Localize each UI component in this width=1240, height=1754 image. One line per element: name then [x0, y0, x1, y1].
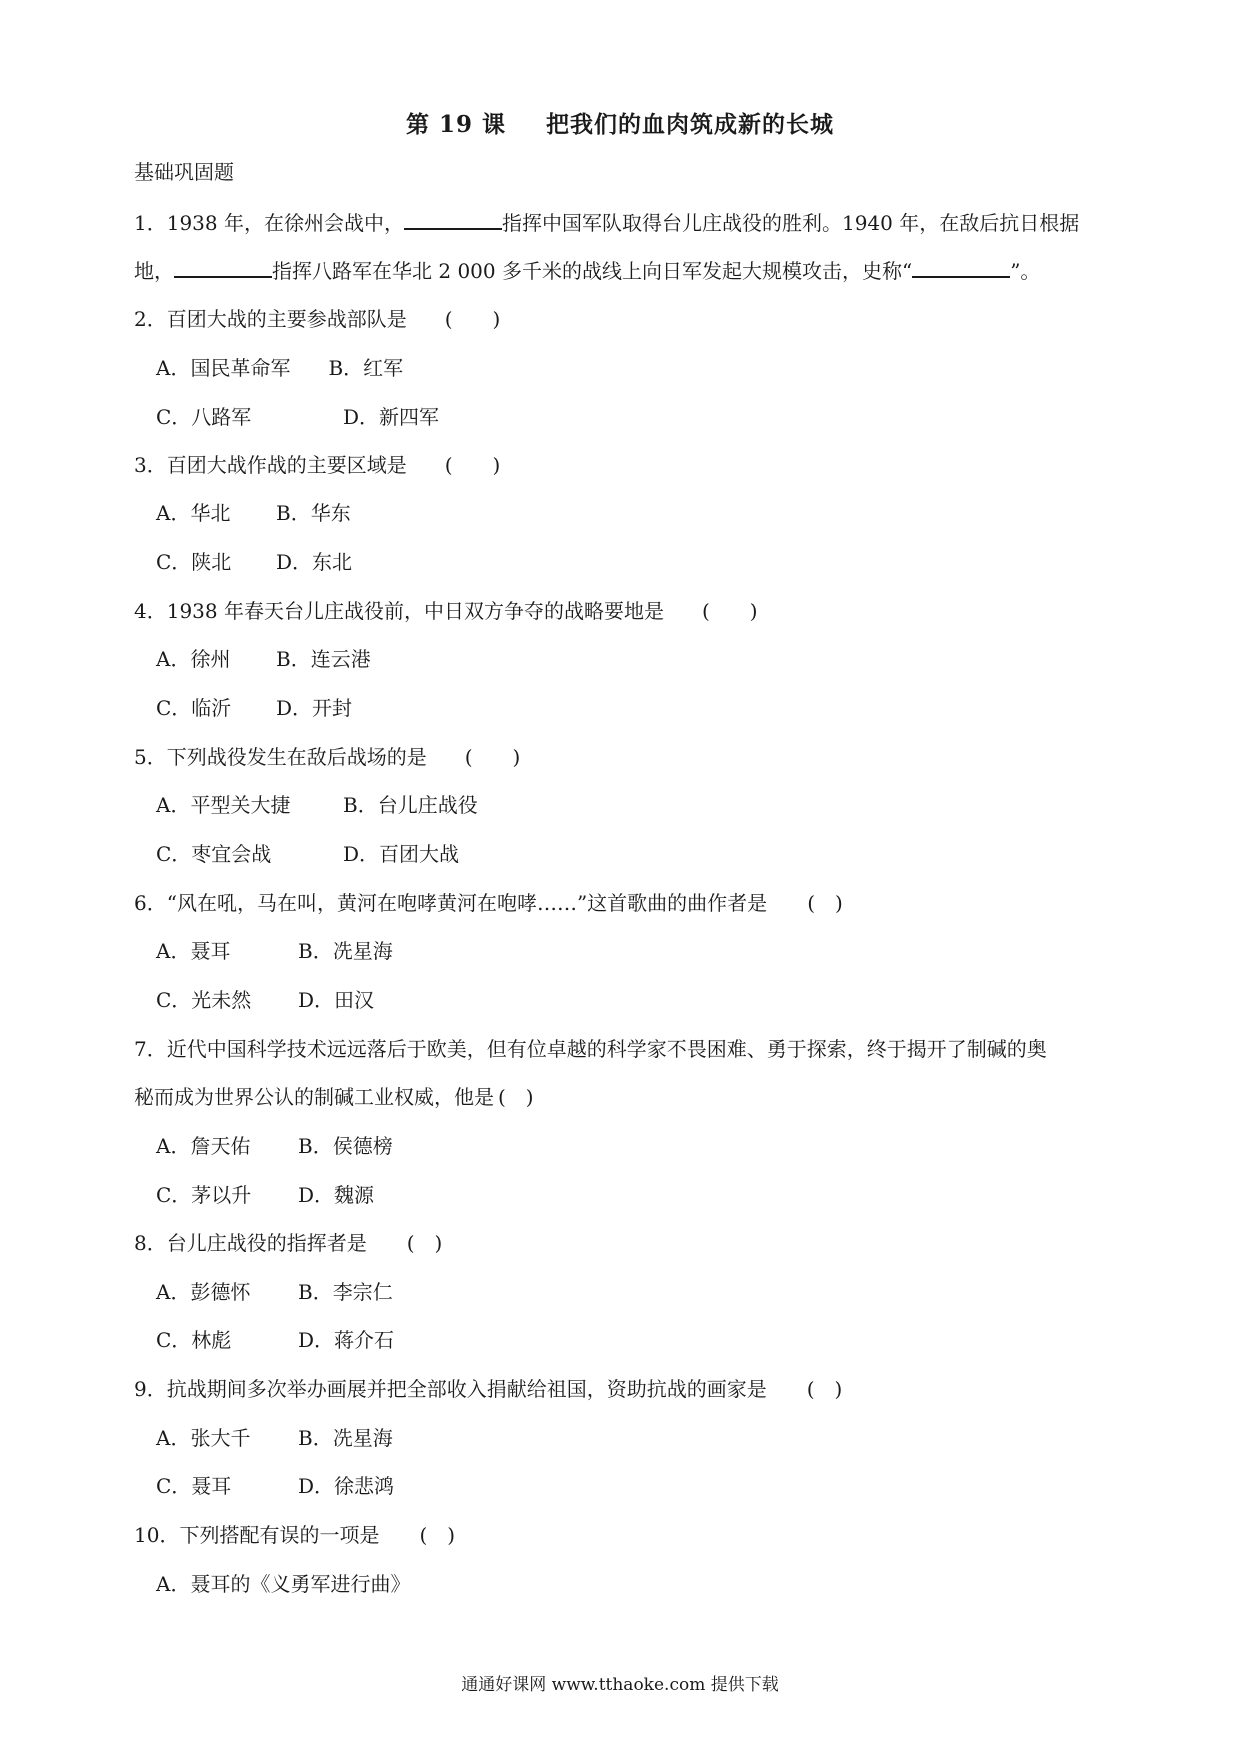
question-8-options-ab [156, 1278, 393, 1306]
option-b[interactable]: B．台儿庄战役 [343, 793, 478, 817]
question-7-options-ab [156, 1132, 393, 1160]
section-heading: 基础巩固题 [134, 160, 234, 184]
answer-paren[interactable]: ( ) [701, 599, 758, 623]
answer-paren[interactable]: ( ) [444, 453, 501, 477]
question-9-options-ab [156, 1424, 393, 1452]
question-8-stem: 8．台儿庄战役的指挥者是 ( ) [134, 1231, 443, 1255]
option-a[interactable]: A．詹天佑 [156, 1134, 251, 1158]
fill-blank-2[interactable] [174, 256, 272, 278]
question-1-line-1: 1．1938 年，在徐州会战中， 指挥中国军队取得台儿庄战役的胜利。1940 年，在敌后抗日根据 [134, 208, 1079, 237]
question-6-options-ab [156, 937, 393, 965]
option-d[interactable]: D．开封 [276, 696, 353, 720]
answer-paren[interactable]: ( ) [498, 1085, 534, 1109]
question-2-stem: 2．百团大战的主要参战部队是 ( ) [134, 307, 501, 331]
option-b[interactable]: B．冼星海 [298, 1426, 393, 1450]
option-a[interactable]: A．聂耳的《义勇军进行曲》 [156, 1572, 411, 1596]
question-6-stem: 6．“风在吼，马在叫，黄河在咆哮黄河在咆哮……”这首歌曲的曲作者是 ( ) [134, 891, 843, 915]
option-d[interactable]: D．徐悲鸿 [298, 1474, 395, 1498]
question-9-options-cd [156, 1472, 394, 1500]
option-b[interactable]: B．冼星海 [298, 939, 393, 963]
question-4-options-cd [156, 694, 352, 722]
page-title [0, 106, 1240, 139]
option-a[interactable]: A．平型关大捷 [156, 793, 291, 817]
answer-paren[interactable]: ( ) [444, 307, 501, 331]
option-a[interactable]: A．国民革命军 [156, 356, 291, 380]
answer-paren[interactable]: ( ) [419, 1523, 456, 1547]
option-d[interactable]: D．蒋介石 [298, 1328, 395, 1352]
option-c[interactable]: C．茅以升 [156, 1183, 252, 1207]
answer-paren[interactable]: ( ) [406, 1231, 443, 1255]
question-10-stem: 10．下列搭配有误的一项是 ( ) [134, 1523, 456, 1547]
question-4-stem: 4．1938 年春天台儿庄战役前，中日双方争夺的战略要地是 ( ) [134, 599, 758, 623]
option-b[interactable]: B．红军 [328, 356, 404, 380]
option-a[interactable]: A．聂耳 [156, 939, 231, 963]
question-5-stem: 5．下列战役发生在敌后战场的是 ( ) [134, 745, 521, 769]
option-c[interactable]: C．光未然 [156, 988, 252, 1012]
question-2-options-ab [156, 354, 403, 382]
option-d[interactable]: D．魏源 [298, 1183, 375, 1207]
question-3-stem: 3．百团大战作战的主要区域是 ( ) [134, 453, 501, 477]
question-7-options-cd [156, 1181, 374, 1209]
answer-paren[interactable]: ( ) [464, 745, 521, 769]
option-c[interactable]: C．陕北 [156, 550, 232, 574]
question-5-options-cd [156, 840, 459, 868]
answer-paren[interactable]: ( ) [806, 1377, 843, 1401]
option-a[interactable]: A．徐州 [156, 647, 231, 671]
question-3-options-ab [156, 499, 351, 527]
option-d[interactable]: D．田汉 [298, 988, 375, 1012]
option-c[interactable]: C．聂耳 [156, 1474, 232, 1498]
option-b[interactable]: B．华东 [276, 501, 351, 525]
option-b[interactable]: B．连云港 [276, 647, 371, 671]
option-d[interactable]: D．东北 [276, 550, 353, 574]
question-5-options-ab [156, 791, 478, 819]
option-a[interactable]: A．张大千 [156, 1426, 251, 1450]
page-footer: 通通好课网 www.tthaoke.com 提供下载 [461, 1675, 779, 1695]
option-a[interactable]: A．彭德怀 [156, 1280, 251, 1304]
question-9-stem: 9．抗战期间多次举办画展并把全部收入捐献给祖国，资助抗战的画家是 ( ) [134, 1377, 843, 1401]
question-2-options-cd [156, 403, 439, 431]
option-b[interactable]: B．侯德榜 [298, 1134, 393, 1158]
question-10-option-a [156, 1570, 410, 1598]
option-a[interactable]: A．华北 [156, 501, 231, 525]
question-7-stem-line-2: 秘而成为世界公认的制碱工业权威，他是 ( ) [134, 1085, 534, 1109]
option-c[interactable]: C．林彪 [156, 1328, 232, 1352]
question-1-line-2: 地， 指挥八路军在华北 2 000 多千米的战线上向日军发起大规模攻击，史称“ ”。 [134, 256, 1040, 285]
fill-blank-1[interactable] [404, 208, 502, 230]
fill-blank-3[interactable] [912, 256, 1010, 278]
option-c[interactable]: C．枣宜会战 [156, 842, 272, 866]
option-d[interactable]: D．新四军 [343, 405, 440, 429]
question-7-stem-line-1: 7．近代中国科学技术远远落后于欧美，但有位卓越的科学家不畏困难、勇于探索，终于揭开了制碱的奥 [134, 1037, 1047, 1061]
question-4-options-ab [156, 645, 371, 673]
question-3-options-cd [156, 548, 352, 576]
option-c[interactable]: C．八路军 [156, 405, 252, 429]
answer-paren[interactable]: ( ) [807, 891, 843, 915]
question-8-options-cd [156, 1326, 394, 1354]
option-d[interactable]: D．百团大战 [343, 842, 460, 866]
lesson-topic: 把我们的血肉筑成新的长城 [546, 111, 835, 138]
option-c[interactable]: C．临沂 [156, 696, 232, 720]
option-b[interactable]: B．李宗仁 [298, 1280, 393, 1304]
question-6-options-cd [156, 986, 374, 1014]
lesson-number: 第 19 课 [405, 111, 507, 138]
